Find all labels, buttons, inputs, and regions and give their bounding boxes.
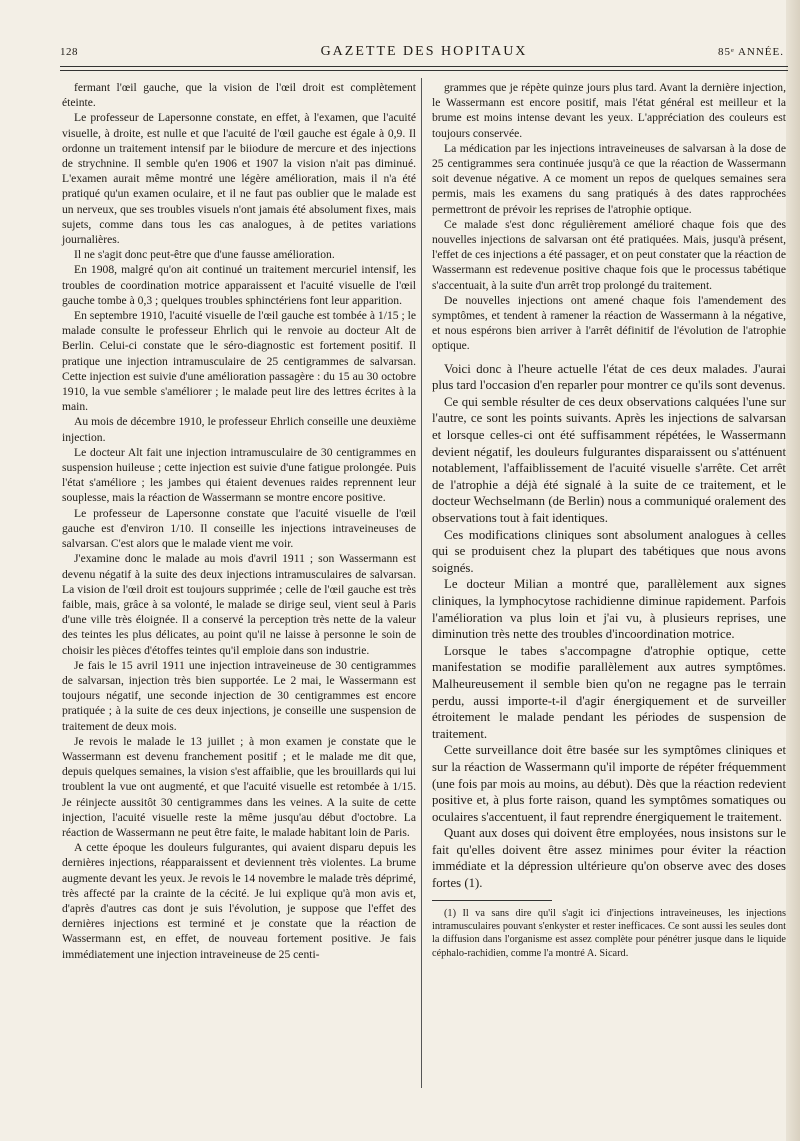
paragraph: Au mois de décembre 1910, le professeur Ehrlich conseille une deuxième injection. — [62, 415, 416, 444]
section-gap — [432, 354, 786, 361]
paragraph: Le docteur Milian a montré que, parallèlement aux signes cliniques, la lymphocytose rachidienne diminue rapidement. Parfois l'amélioration va plus loin et j'ai vu, à plusieurs reprises, une diminution très nette des troubles d'incoordination motrice. — [432, 577, 786, 642]
header-rule — [60, 66, 788, 67]
paragraph: Le professeur de Lapersonne constate, en effet, à l'examen, que l'acuité visuelle, à droite, est nulle et que l'acuité de l'œil gauche est égale à 0,9. Il ordonne un traitement intensif par le biiodure de mercure et des injections de strychnine. Il semble qu'en 1906 et 1907 la vision n'ait pas diminué. L'examen aurait même montré une légère amélioration, mais il n'a été pratiqué qu'un examen oculaire, et il ne faut pas oublier que le malade est un nerveux, que ses troubles visuels n'ont jamais été absolument fixes, mais sujets, comme dans tous les cas analogues, à de petites variations journalières. — [62, 111, 416, 247]
left-column — [62, 80, 416, 962]
paragraph: Ce malade s'est donc régulièrement amélioré chaque fois que des nouvelles injections de salvarsan ont été pratiquées. Mais, jusqu'à présent, l'effet de ces injections a été passager, et on peut constater que la réaction de Wassermann est redevenue positive chaque fois que le processus tabétique s'accentuait, à la suite d'un arrêt trop prolongé du traitement. — [432, 217, 786, 292]
header-rule-double — [60, 70, 788, 71]
paragraph: Le docteur Alt fait une injection intramusculaire de 30 centigrammes en suspension huileuse ; cette injection est suivie d'une fatigue prolongée. Puis l'état s'améliore ; les jambes qui étaient devenues raides reprennent leur souplesse, mais la réaction de Wassermann se montre encore positive. — [62, 445, 416, 505]
paragraph: Voici donc à l'heure actuelle l'état de ces deux malades. J'aurai plus tard l'occasion d'en reparler pour montrer ce qu'ils sont devenus. — [432, 361, 786, 393]
journal-title: GAZETTE DES HOPITAUX — [320, 44, 528, 59]
paragraph: En 1908, malgré qu'on ait continué un traitement mercuriel intensif, les troubles de coordination motrice apparaissent et l'acuité visuelle de l'œil gauche tombe à 0,3 ; quelques troubles sphinctériens font leur apparition. — [62, 263, 416, 307]
footnote-rule — [432, 900, 552, 901]
column-divider — [421, 78, 422, 1088]
paragraph: Cette surveillance doit être basée sur les symptômes cliniques et sur la réaction de Wassermann qu'il importe de répéter fréquemment (une fois par mois au moins, au début). Dès que la réaction redevient positive et, à plus forte raison, quand les symptômes somatiques ou oculaires s'accentuent, il faut reprendre énergiquement le traitement. — [432, 743, 786, 824]
issue-label: 85ᵉ ANNÉE. — [718, 46, 784, 58]
paragraph: J'examine donc le malade au mois d'avril 1911 ; son Wassermann est devenu négatif à la suite des deux injections intramusculaires de salvarsan. La vision de l'œil droit est toujours supprimée ; celle de l'œil gauche est très faible, mais, grâce à sa volonté, le malade se dirige seul, vient seul à Paris d'une ville très éloignée. Il a conservé la perception très nette de la valeur des teintes les plus délicates, au point qu'il ne laisse à personne le soin de choisir les pièces d'étoffes teintes qu'il emploie dans son industrie. — [62, 552, 416, 657]
paragraph: Quant aux doses qui doivent être employées, nous insistons sur le fait qu'elles doivent être assez minimes pour éviter la réaction immédiate et la dépression ultérieure qu'on observe avec des doses fortes (1). — [432, 826, 786, 891]
paragraph: grammes que je répète quinze jours plus tard. Avant la dernière injection, le Wassermann est encore positif, mais l'état général est meilleur et la brume est moins intense devant les yeux. L'appréciation des couleurs est toujours conservée. — [432, 81, 786, 140]
paragraph: Je fais le 15 avril 1911 une injection intraveineuse de 30 centigrammes de salvarsan, injection très bien supportée. Le 2 mai, le Wassermann est toujours négatif, une seconde injection de 30 centigrammes est encore pratiquée ; à la suite de ces deux injections, je conseille une suspension de traitement de deux mois. — [62, 658, 416, 733]
paragraph: De nouvelles injections ont amené chaque fois l'amendement des symptômes, et tendent à ramener la réaction de Wassermann à la négative, et nous espérons bien arriver à l'arrêt définitif de l'évolution de l'atrophie optique. — [432, 293, 786, 353]
paragraph: Le professeur de Lapersonne constate que l'acuité visuelle de l'œil gauche est d'environ 1/10. Il conseille les injections intraveineuses de salvarsan. C'est alors que le malade vient me voir. — [62, 506, 416, 551]
paragraph: Lorsque le tabes s'accompagne d'atrophie optique, cette manifestation se modifie parallèlement aux autres symptômes. Malheureusement il semble bien qu'on ne regagne pas le terrain perdu, aussi importe-t-il d'agir énergiquement et de surveiller étroitement le malade pendant les périodes de suspension de traitement. — [432, 643, 786, 741]
paragraph: Je revois le malade le 13 juillet ; à mon examen je constate que le Wassermann est devenu franchement positif ; et le malade me dit que, depuis quelques semaines, la vision s'est affaiblie, que les brouillards qui lui troublent la vue ont augmenté, et que l'acuité visuelle est retombée à 1/15. Je réinjecte aussitôt 30 centigrammes dans les veines. A la suite de cette injection, l'acuité visuelle reste la même jusqu'au début d'octobre. La réaction de Wassermann ne peut être faite, le malade habitant loin de Paris. — [62, 734, 416, 839]
paragraph: fermant l'œil gauche, que la vision de l'œil droit est complètement éteinte. — [62, 81, 416, 110]
page-number: 128 — [60, 46, 78, 58]
paragraph: En septembre 1910, l'acuité visuelle de l'œil gauche est tombée à 1/15 ; le malade consulte le professeur Ehrlich qui le renvoie au docteur Alt de Berlin. Celui-ci constate que le séro-diagnostic est fortement positif. Il pratique une injection intramusculaire de 25 centigrammes de salvarsan. Cette injection est suivie d'une amélioration passagère : du 15 au 30 octobre 1910, la vue semble s'améliorer ; le malade peut lire des lettres écrites à la main. — [62, 309, 416, 414]
paragraph: Il ne s'agit donc peut-être que d'une fausse amélioration. — [74, 248, 335, 262]
page-edge — [786, 0, 800, 1141]
footnote — [432, 907, 786, 961]
paragraph: A cette époque les douleurs fulgurantes, qui avaient disparu depuis les dernières injections, réapparaissent et deviennent très violentes. La brume augmente devant les yeux. Je revois le 14 novembre le malade très déprimé, très affecté par la crainte de la cécité. Je lui explique qu'à mon avis et, d'après d'autres cas dont je suis l'évolution, je suppose que l'effet des dernières injections est terminé et je constate que la réaction de Wassermann est, en effet, de nouveau fortement positive. Je fais immédiatement une injection intraveineuse de 25 centi- — [62, 841, 416, 961]
paragraph: Ce qui semble résulter de ces deux observations calquées l'une sur l'autre, ce sont les points suivants. Après les injections de salvarsan et lorsque celles-ci ont été suffisamment répétées, le Wassermann devient négatif, les douleurs fulgurantes disparaissent ou s'atténuent notablement, l'affaiblissement de l'acuité visuelle s'arrête. Cet arrêt de l'atrophie a déjà été signalé à la suite de ce traitement, et le docteur Wechselmann (de Berlin) nous a communiqué oralement des observations tout à fait identiques. — [432, 394, 786, 525]
footnote-text: (1) Il va sans dire qu'il s'agit ici d'injections intraveineuses, les injections intramusculaires pouvant s'enkyster et rester inefficaces. Ce sont aussi les seules dont la diffusion dans l'organisme est assez complète pour pénétrer jusque dans le liquide céphalo-rachidien, comme l'a montré A. Sicard. — [432, 907, 786, 959]
conclusion-section — [432, 361, 786, 892]
paragraph: Ces modifications cliniques sont absolument analogues à celles qui se produisent chez la plupart des tabétiques que nous avons soignés. — [432, 527, 786, 575]
paragraph: La médication par les injections intraveineuses de salvarsan à la dose de 25 centigrammes sera continuée jusqu'à ce que la réaction de Wassermann soit devenue négative. A ce moment un repos de quelques semaines sera permis, mais les examens du sang pratiqués à des dates rapprochées permettront de prévoir les reprises de l'atrophie optique. — [432, 141, 786, 216]
running-header — [60, 44, 788, 64]
right-column — [432, 80, 786, 960]
